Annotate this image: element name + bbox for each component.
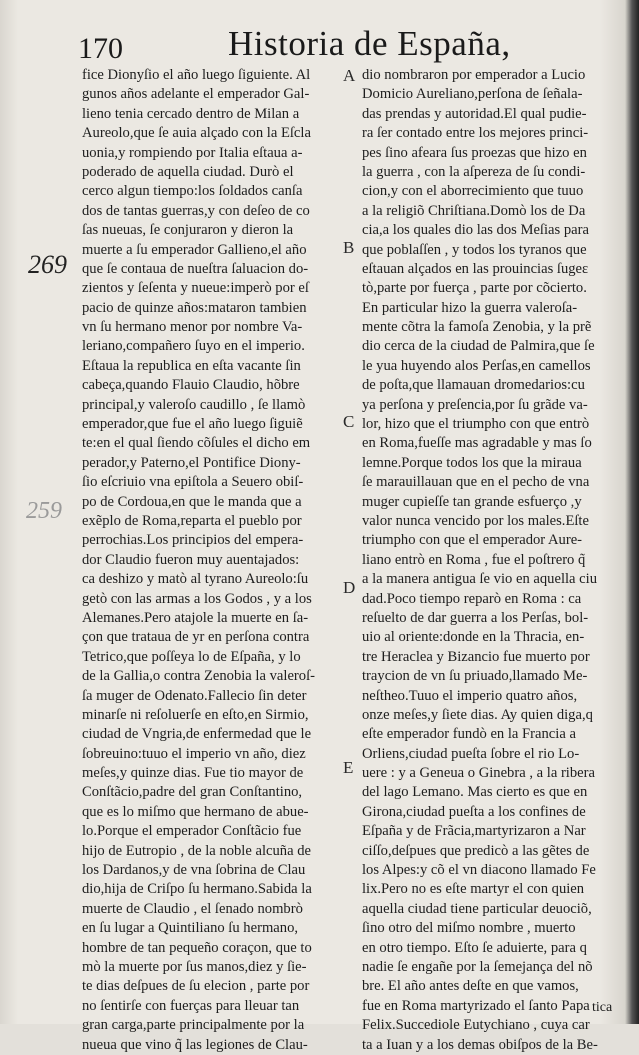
text-line: en Roma,fueſſe mas agradable y mas ſo (362, 435, 592, 452)
text-line: perador,y Paterno,el Pontifice Diony- (82, 454, 301, 471)
text-line: valor nunca vencido por los males.Eſte (362, 512, 589, 529)
text-line: uonia,y rompiendo por Italia eſtaua a- (82, 144, 303, 161)
text-line: principal,y valeroſo caudillo , ſe llamò (82, 396, 306, 413)
text-line: çon que trataua de yr en perſona contra (82, 629, 310, 646)
text-line: ſas nueuas, ſe conjuraron y dieron la (82, 222, 294, 239)
text-line: del lago Lemano. Mas cierto es que en (362, 784, 588, 801)
text-line: emperador,que fue el año luego ſiguiẽ (82, 416, 303, 433)
text-line: cion,y con el aborrecimiento que tuuo (362, 183, 584, 200)
text-line: ya perſona y preſencia,por ſu grãde va- (362, 396, 588, 413)
text-line: hijo de Eutropio , de la noble alcuña de (82, 842, 311, 859)
text-line: a la manera antigua ſe vio en aquella ciu (362, 571, 598, 588)
text-line: onze meſes,y ſiete dias. Ay quien diga,q (362, 706, 593, 723)
text-line: Girona,ciudad pueſta a los confines de (362, 803, 586, 820)
text-line: das prendas y autoridad.El qual pudie- (362, 105, 587, 122)
text-line: uio al oriente:donde en la Thracia, en- (362, 629, 585, 646)
text-line: gunos años adelante el emperador Gal- (82, 86, 310, 103)
text-line: pacio de quinze años:mataron tambien (82, 299, 307, 316)
text-line: muerte de Claudio , el ſenado nombrò (82, 900, 303, 917)
text-line: bre. El año antes deſte en que vamos, (362, 978, 579, 995)
text-line: ſio eſcriuio vna epiſtola a Seuero obiſ- (82, 474, 304, 491)
text-line: lieno tenia cercado dentro de Milan a (82, 105, 300, 122)
text-line: nueua que vino q̃ las legiones de Clau- (82, 1036, 308, 1053)
catchword: tica (592, 1000, 613, 1015)
text-line: dio cerca de la ciudad de Palmira,que ſe (362, 338, 595, 355)
text-line: que es lo miſmo que hermano de abue- (82, 803, 309, 820)
text-line: liano entrò en Roma , fue el poſtrero q̃ (362, 551, 586, 568)
text-line: pes ſino afeara ſus proezas que hizo en (362, 144, 587, 161)
text-line: muerte a ſu emperador Gallieno,el año (82, 241, 307, 258)
text-line: los Dardanos,y de vna ſobrina de Clau (82, 862, 306, 879)
text-line: la guerra , con la aſpereza de ſu condi- (362, 163, 586, 180)
section-marker-d: D (343, 578, 356, 597)
text-line: Felix.Succediole Eutychiano , cuya car (362, 1017, 590, 1034)
text-line: dio,hija de Criſpo ſu hermano.Sabida la (82, 881, 312, 898)
running-title: Historia de España, (228, 24, 511, 63)
text-line: zientos y ſeſenta y nueue:imperò por eſ (82, 280, 309, 297)
text-line: traycion de vn ſu priuado,llamado Me- (362, 668, 588, 685)
text-line: a la religiõ Chriſtiana.Domò los de Da (362, 202, 586, 219)
text-line: Eſpaña y de Frãcia,martyrizaron a Nar (362, 823, 586, 840)
text-line: getò con las armas a los Godos , y a los (82, 590, 312, 607)
text-line: dos de tantas guerras,y con deſeo de co (82, 202, 310, 219)
text-line: mente cõtra la famoſa Zenobia, y la prẽ (362, 319, 592, 336)
text-line: tò,parte por fuerça , parte por cõcierto. (362, 280, 587, 297)
text-line: te dias deſpues de ſu elecion , parte por (82, 978, 310, 995)
text-line: reſuelto de dar guerra a los Perſas, bol- (362, 609, 589, 626)
page-number: 170 (78, 32, 123, 65)
left-text-column (82, 66, 344, 1055)
text-line: tre Heraclea y Bizancio fue muerto por (362, 648, 590, 665)
text-line: lor, hizo que el triumpho con que entrò (362, 416, 590, 433)
text-line: no ſentirſe con fuerças para lleuar tan (82, 997, 300, 1014)
text-line: Eſtaua la republica en eſta vacante ſin (82, 357, 301, 374)
text-line: Aureolo,que ſe auia alçado con la Eſcla (82, 125, 311, 142)
text-line: vn ſu hermano menor por nombre Va- (82, 319, 303, 336)
text-line: ciſſo,deſpues que predicò a las gẽtes de (362, 842, 590, 859)
text-line: ca deshizo y matò al tyrano Aureolo:ſu (82, 571, 309, 588)
text-line: poderado de aquella ciudad. Durò el (82, 163, 294, 180)
text-line: muger cupieſſe tan grande esfuerço ,y (362, 493, 582, 510)
text-line: po de Cordoua,en que le manda que a (82, 493, 302, 510)
text-line: triumpho con que el emperador Aure- (362, 532, 583, 549)
text-line: meſes,y quinze dias. Fue tio mayor de (82, 765, 304, 782)
text-line: dio nombraron por emperador a Lucio (362, 67, 586, 83)
text-line: lemne.Porque todos los que la miraua (362, 454, 582, 471)
text-line: Tetrico,que poſſeya lo de Eſpaña, y lo (82, 648, 301, 665)
text-line: los Alpes:y cõ el vn diacono llamado Fe (362, 862, 596, 879)
text-line: fice Dionyſio el año luego ſiguiente. Al (82, 67, 311, 83)
text-line: En particular hizo la guerra valeroſa- (362, 299, 578, 316)
text-line: cabeça,quando Flauio Claudio, hõbre (82, 377, 300, 394)
text-line: ſe marauillauan que en el pecho de vna (362, 474, 590, 491)
text-line: perrochias.Los principios del empera- (82, 532, 304, 549)
text-line: dad.Poco tiempo reparò en Roma : ca (362, 590, 582, 607)
text-line: eſte emperador fundò en la Francia a (362, 726, 576, 743)
text-line: ſino otro del miſmo nombre , muerto (362, 920, 576, 937)
section-marker-b: B (343, 238, 355, 257)
text-line: eſtauan alçados en las prouincias ſugeε (362, 260, 589, 277)
text-line: aquella ciudad tiene particular deuociõ, (362, 900, 592, 917)
text-line: fue en Roma martyrizado el ſanto Papa (362, 997, 590, 1014)
text-line: en otro tiempo. Eſto ſe aduierte, para q (362, 939, 587, 956)
text-line: ta a Iuan y a los demas obiſpos de la Be- (362, 1036, 598, 1053)
text-line: Alemanes.Pero atajole la muerte en ſa- (82, 609, 309, 626)
text-line: le yua huyendo alos Perſas,en camellos (362, 357, 591, 374)
margin-note-faded: 259 (26, 498, 62, 524)
text-line: ciudad de Vngria,de enfermedad que le (82, 726, 312, 743)
section-marker-e: E (343, 758, 354, 777)
text-line: lix.Pero no es eſte martyr el con quien (362, 881, 585, 898)
text-line: ſa muger de Odenato.Fallecio ſin deter (82, 687, 307, 704)
text-line: ra ſer contado entre los mejores princi- (362, 125, 589, 142)
text-line: mò la muerte por ſus manos,diez y ſie- (82, 958, 307, 975)
text-line: exẽplo de Roma,reparta el pueblo por (82, 512, 302, 529)
text-line: Orliens,ciudad pueſta ſobre el rio Lo- (362, 745, 580, 762)
text-line: Conſtãcio,padre del gran Conſtantino, (82, 784, 303, 801)
text-line: ſobreuino:tuuo el imperio vn año, diez (82, 745, 306, 762)
text-line: Domicio Aureliano,perſona de ſeñala- (362, 86, 583, 103)
right-text-column (362, 66, 616, 1055)
text-line: que ſe contaua de nueſtra ſaluacion do- (82, 260, 309, 277)
text-line: cia,a los quales dio las dos Meſias para (362, 222, 589, 239)
text-line: leriano,compañero ſuyo en el imperio. (82, 338, 305, 355)
section-marker-c: C (343, 412, 355, 431)
margin-note-handwritten: 269 (28, 250, 67, 279)
text-line: de la Gallia,o contra Zenobia la valeroſ- (82, 668, 315, 685)
text-line: hombre de tan pequeño coraçon, que to (82, 939, 312, 956)
text-line: gran carga,parte principalmente por la (82, 1017, 305, 1034)
text-line: uere : y a Geneua o Ginebra , a la ribera (362, 765, 595, 782)
text-line: cerco algun tiempo:los ſoldados canſa (82, 183, 303, 200)
text-line: nadie ſe engañe por la ſemejança del nõ (362, 958, 593, 975)
text-line: de poſta,que llamauan dromedarios:cu (362, 377, 585, 394)
text-line: dor Claudio fueron muy auentajados: (82, 551, 300, 568)
text-line: minarſe ni reſoluerſe en eſto,en Sirmio, (82, 706, 309, 723)
section-marker-a: A (343, 66, 356, 85)
text-line: lo.Porque el emperador Conſtãcio fue (82, 823, 302, 840)
text-line: te:en el qual ſiendo cõſules el dicho em (82, 435, 311, 452)
text-line: neſtheo.Tuuo el imperio quatro años, (362, 687, 578, 704)
text-line: que poblaſſen , y todos los tyranos que (362, 241, 587, 258)
text-line: en ſu lugar a Quintiliano ſu hermano, (82, 920, 299, 937)
